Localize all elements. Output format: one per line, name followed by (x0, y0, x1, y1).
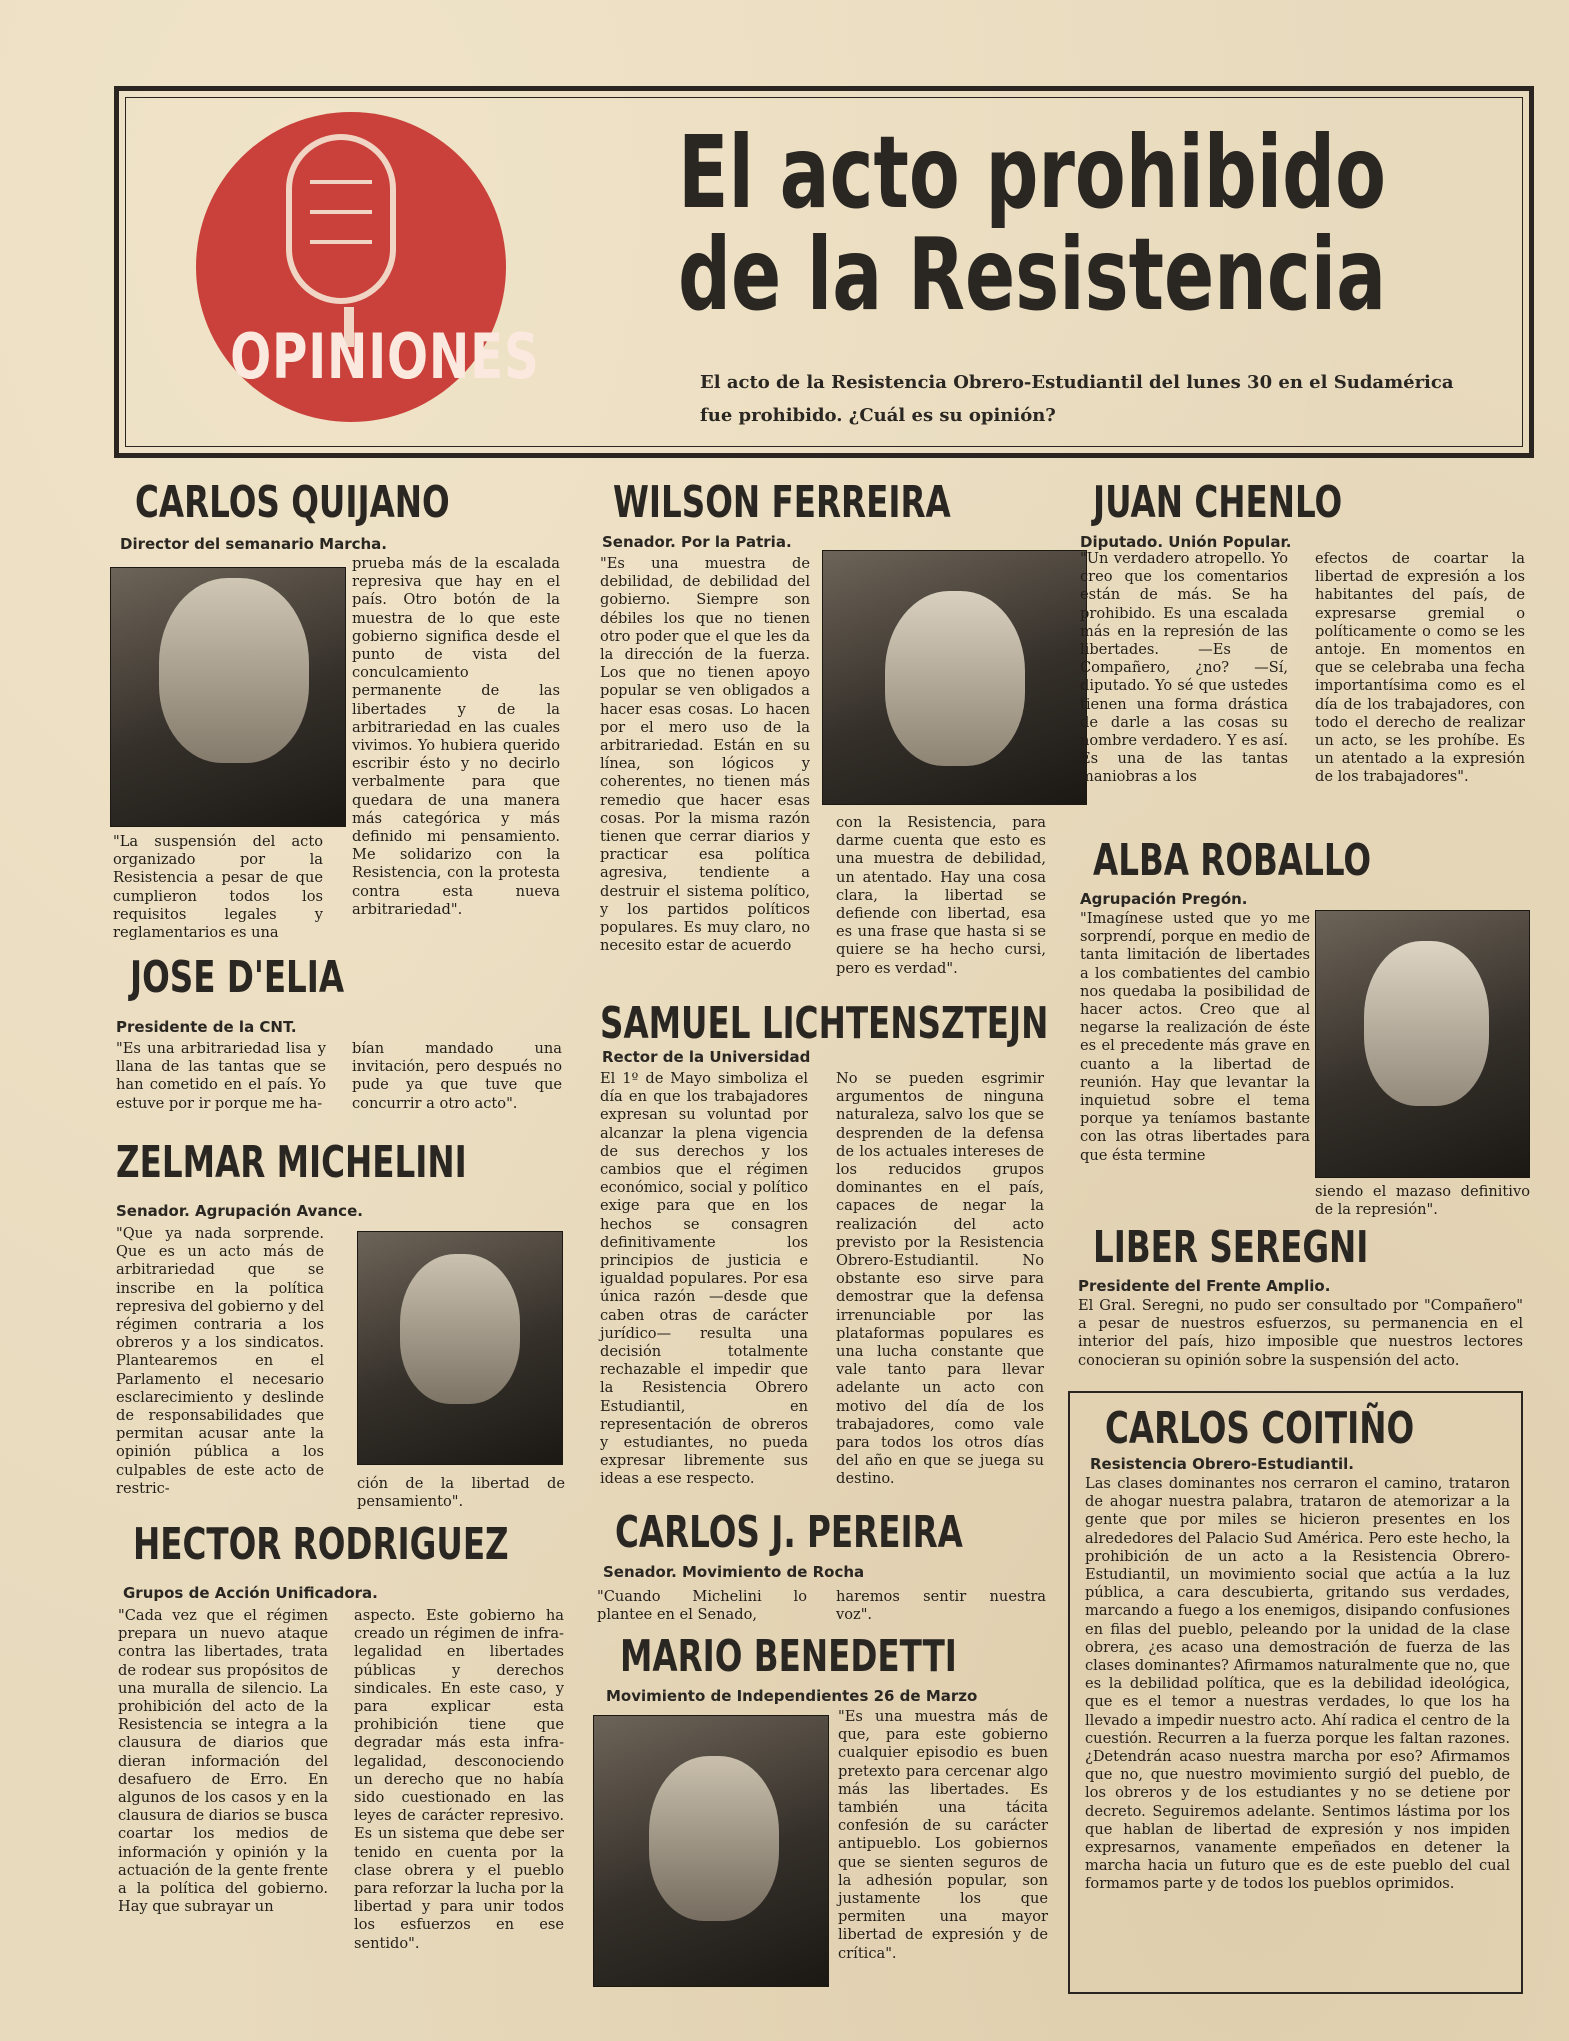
roballo-name: ALBA ROBALLO (1093, 835, 1372, 886)
seregni-text-a: El Gral. Seregni, no pudo ser consultado por "Compañero" a pesar de nuestros esfuerzos, su permanencia en el interior del país, hizo imposible que nuestros lectores conocieran su opinión sobre la suspensión del acto. (1078, 1297, 1523, 1369)
quijano-photo (110, 567, 346, 827)
benedetti-name: MARIO BENEDETTI (620, 1631, 957, 1682)
pereira-text-b: haremos sentir nuestra voz". (836, 1588, 1046, 1624)
pereira-role: Senador. Movimiento de Rocha (603, 1563, 865, 1581)
lichtensztejn-text-b: No se pueden esgrimir argumentos de ninguna naturaleza, salvo los que se desprenden de la defensa de los actuales intereses de los reducidos grupos dominantes en el país, capaces de negar la realización del acto previsto por la Resistencia Obrero-Estudiantil. No obstante eso sirve para demostrar que la defensa irrenunciable por las plataformas populares es una lucha constante que vale tanto para llevar adelante un acto con motivo del día de los trabajadores, como vale para todos los otros días del año en que se juega su destino. (836, 1070, 1044, 1488)
headline (678, 114, 1387, 333)
ferreira-role: Senador. Por la Patria. (602, 533, 792, 551)
headline-line-1: El acto prohibido (678, 114, 1386, 231)
michelini-role: Senador. Agrupación Avance. (116, 1202, 363, 1220)
michelini-photo (357, 1231, 563, 1465)
delia-text-b: bían mandado una invitación, pero después no pude ya que tuve que concurrir a otro acto". (352, 1040, 562, 1112)
rodriguez-name: HECTOR RODRIGUEZ (133, 1519, 509, 1570)
rodriguez-text-a: "Cada vez que el régimen prepara un nuevo ataque contra las libertades, trata de rodear sus propósitos de una muralla de silencio. La prohibición del acto de la Resistencia se integra a la clausura de diarios que dieran información del desafuero de Erro. En algunos de los casos y en la clausura de diarios se busca coartar los medios de información y opinión y la actuación de la gente frente a la política del gobierno. Hay que subrayar un (118, 1607, 328, 1916)
chenlo-text-a: "Un verdadero atropello. Yo creo que los comentarios están de más. Se ha prohibido. Es una escalada más en la represión de las libertades. —Es de Compañero, ¿no? —Sí, diputado. Yo sé que ustedes tienen una forma drástica de darle a las cosas su nombre verdadero. Y es así. Es una de las tantas maniobras a los (1080, 550, 1288, 786)
coitino-text-a: Las clases dominantes nos cerraron el camino, trataron de ahogar nuestra palabra, trataron de atemorizar a la gente que por miles se hicieron presentes en los alrededores del Palacio Sud América. Pero este hecho, la prohibición de un acto a la Resistencia Obrero-Estudiantil, un movimiento social que actúa a la luz pública, a cara descubierta, gritando sus verdades, marcando a fuego a los enemigos, disipando confusiones en filas del pueblo, peleando por la unidad de la clase obrera, ¿es acaso una demostración de fuerza de las clases dominantes? Afirmamos naturalmente que no, que es la debilidad política, que es la debilidad ideológica, que es el temor a nuestras verdades, lo que los ha llevado a impedir nuestro acto. Ahí radica el centro de la cuestión. Recurren a la fuerza porque les faltan razones. ¿Detendrán acaso nuestra marcha por eso? Afirmamos que no, que nuestro movimiento surgió del pueblo, de los obreros y de los estudiantes y no se detiene por decreto. Seguiremos adelante. Sentimos lástima por los que hablan de libertad de expresión y nos impiden expresarnos, vanamente empeñados en detener la marcha hacia un futuro que es de este pueblo del cual formamos parte y de todos los pueblos oprimidos. (1085, 1475, 1510, 1893)
quijano-text-a: "La suspensión del acto organizado por la Resistencia a pesar de que cumplieron todos los requisitos legales y reglamentarios es una (113, 833, 323, 942)
michelini-name: ZELMAR MICHELINI (116, 1137, 467, 1188)
roballo-role: Agrupación Pregón. (1080, 890, 1248, 908)
michelini-text-a: "Que ya nada sorprende. Que es un acto más de arbitrariedad que se inscribe en la política represiva del gobierno y del régimen contraria a los obreros y a los sindicatos. Plantearemos en el Parlamento el necesario esclarecimiento y deslinde de responsabilidades que permitan acusar ante la opinión pública a los culpables de este acto de restric- (116, 1225, 324, 1497)
delia-text-a: "Es una arbitrariedad lisa y llana de las tantas que se han cometido en el país. Yo estuve por ir porque me ha- (116, 1040, 326, 1112)
benedetti-photo (593, 1715, 829, 1987)
delia-role: Presidente de la CNT. (116, 1018, 297, 1036)
opiniones-logo (196, 112, 540, 422)
pereira-name: CARLOS J. PEREIRA (615, 1507, 963, 1558)
roballo-photo (1315, 910, 1530, 1178)
rodriguez-text-b: aspecto. Este gobierno ha creado un régimen de infra-legalidad en libertades públicas y derechos sindicales. En este caso, y para explicar esta prohibición tiene que degradar más esta infra-legalidad, desconociendo un derecho que no había sido cuestionado en las leyes de carácter represivo. Es un sistema que debe ser tenido en cuenta por la clase obrera y el pueblo para reforzar la lucha por la libertad y para unir todos los esfuerzos en ese sentido". (354, 1607, 564, 1952)
chenlo-name: JUAN CHENLO (1093, 477, 1343, 528)
ferreira-text-b: con la Resistencia, para darme cuenta que esto es una muestra de debilidad, un atentado. Hay una cosa clara, la libertad se defiende con libertad, esa es una frase que hasta si se quiere se ha hecho cursi, pero es verdad". (836, 814, 1046, 977)
lichtensztejn-name: SAMUEL LICHTENSZTEJN (600, 998, 1049, 1049)
chenlo-text-b: efectos de coartar la libertad de expresión a los habitantes del país, de expresarse gremial o políticamente o como se les antoje. En momentos en que se celebraba una fecha importantísima como es el día de los trabajadores, con todo el derecho de realizar un acto, se les prohíbe. Es un atentado a la expresión de los trabajadores". (1315, 550, 1525, 786)
quijano-text-b: prueba más de la escalada represiva que hay en el país. Otro botón de la muestra de lo que este gobierno significa desde el punto de vista del conculcamiento permanente de las libertades y de la arbitrariedad en las cuales vivimos. Yo hubiera querido escribir ésto y no decirlo verbalmente para que quedara de una manera más categórica y más definido mi pensamiento. Me solidarizo con la Resistencia, con la protesta contra esta nueva arbitrariedad". (352, 555, 560, 918)
ferreira-text-a: "Es una muestra de debilidad, de debilidad del gobierno. Siempre son débiles los que no tienen otro poder que el que les da la dirección de la fuerza. Los que no tienen apoyo popular se ven obligados a hacer esas cosas. Lo hacen por el mero uso de la arbitrariedad. Están en su línea, son lógicos y coherentes, no tienen más remedio que hacer esas cosas. Por la misma razón tienen que cerrar diarios y practicar esa política agresiva, tendiente a destruir el sistema político, y los partidos políticos populares. Es muy claro, no necesito estar de acuerdo (600, 555, 810, 955)
chenlo-role: Diputado. Unión Popular. (1080, 533, 1292, 551)
pereira-text-a: "Cuando Michelini lo plantee en el Senado, (597, 1588, 807, 1624)
michelini-text-b: ción de la libertad de pensamiento". (357, 1475, 565, 1511)
ferreira-name: WILSON FERREIRA (613, 477, 951, 528)
ferreira-photo (822, 550, 1087, 805)
benedetti-role: Movimiento de Independientes 26 de Marzo (606, 1687, 978, 1705)
seregni-role: Presidente del Frente Amplio. (1078, 1277, 1331, 1295)
logo-text: OPINIONES (230, 320, 540, 393)
roballo-text-b: siendo el mazaso definitivo de la represión". (1315, 1183, 1530, 1219)
coitino-name: CARLOS COITIÑO (1105, 1403, 1415, 1454)
rodriguez-role: Grupos de Acción Unificadora. (123, 1584, 378, 1602)
delia-name: JOSE D'ELIA (130, 952, 345, 1003)
seregni-name: LIBER SEREGNI (1093, 1222, 1369, 1273)
lichtensztejn-text-a: El 1º de Mayo simboliza el día en que los trabajadores expresan su voluntad por alcanzar la plena vigencia de sus derechos y los cambios que el régimen económico, social y político exige para que en los hechos se consagren definitivamente los principios de justicia e igualdad populares. Por esa única razón —desde que caben otras de carácter jurídico— resulta una decisión totalmente rechazable el impedir que la Resistencia Obrero Estudiantil, en representación de obreros y estudiantes, no pueda expresar libremente sus ideas a ese respecto. (600, 1070, 808, 1488)
quijano-role: Director del semanario Marcha. (120, 535, 387, 553)
headline-line-2: de la Resistencia (678, 216, 1387, 333)
benedetti-text-a: "Es una muestra más de que, para este gobierno cualquier episodio es buen pretexto para cercenar algo más las libertades. Es también una tácita confesión de su carácter antipueblo. Los gobiernos que se sienten seguros de la adhesión popular, son justamente los que permiten una mayor libertad de expresión y de crítica". (838, 1708, 1048, 1962)
subheadline: El acto de la Resistencia Obrero-Estudiantil del lunes 30 en el Sudamérica fue prohibido. ¿Cuál es su opinión? (700, 372, 1454, 426)
roballo-text-a: "Imagínese usted que yo me sorprendí, porque en medio de tanta limitación de libertades a los combatientes del cambio nos quedaba la posibilidad de hacer actos. Creo que al negarse la realización de éste es el precedente más grave en cuanto a la libertad de reunión. Hay que levantar la inquietud sobre el tema porque ya teníamos bastante con las otras libertades para que ésta termine (1080, 910, 1310, 1164)
lichtensztejn-role: Rector de la Universidad (602, 1048, 811, 1066)
quijano-name: CARLOS QUIJANO (135, 477, 450, 528)
microphone-icon (286, 134, 396, 304)
coitino-role: Resistencia Obrero-Estudiantil. (1090, 1455, 1354, 1473)
